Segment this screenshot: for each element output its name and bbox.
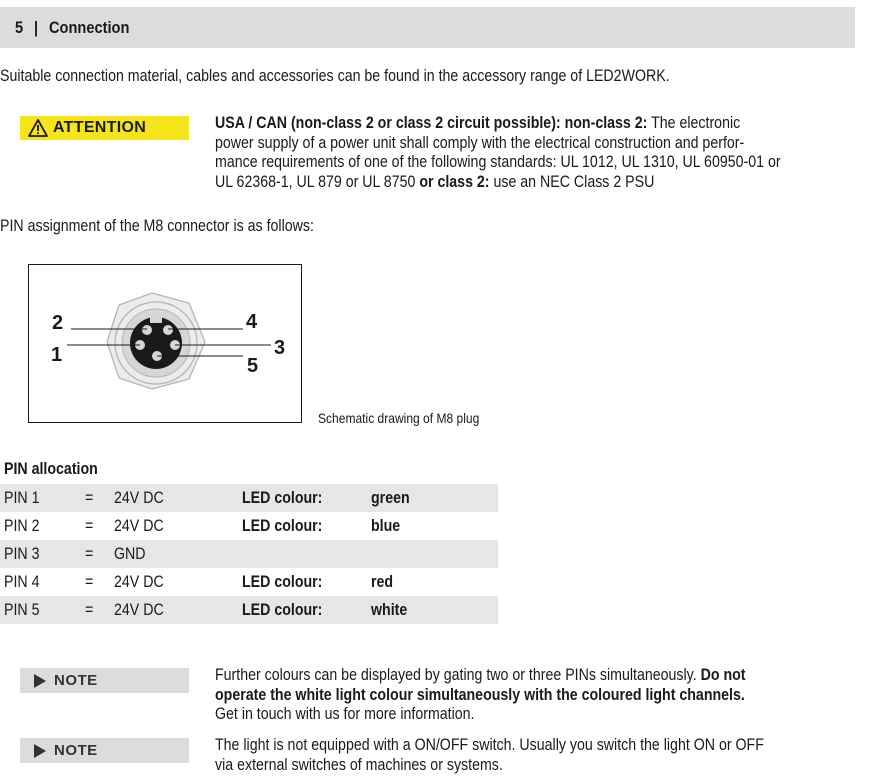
section-header xyxy=(0,7,855,48)
diagram-caption-text: Schematic drawing of M8 plug xyxy=(318,410,480,426)
equals-cell: = xyxy=(85,517,94,535)
play-arrow-icon xyxy=(34,674,46,688)
attention-line-4 xyxy=(215,173,834,193)
note-1-line-1 xyxy=(215,666,834,686)
pin-4-contact xyxy=(163,325,173,335)
equals-cell: = xyxy=(85,489,94,507)
play-arrow-icon xyxy=(34,744,46,758)
attention-badge xyxy=(20,116,189,140)
m8-plug-drawing xyxy=(29,265,303,424)
warning-icon xyxy=(28,118,48,138)
section-separator: | xyxy=(34,18,39,37)
attention-text xyxy=(215,114,896,192)
note-label: NOTE xyxy=(54,742,98,759)
table-row xyxy=(0,484,498,512)
colour-cell: blue xyxy=(371,517,401,535)
pin-1-label: 1 xyxy=(51,344,63,366)
led-label-cell: LED colour: xyxy=(242,517,323,535)
pin-cell: PIN 2 xyxy=(4,517,40,535)
pin-allocation-heading-text: PIN allocation xyxy=(4,460,98,478)
attention-line-4-bold: or class 2: xyxy=(419,172,490,191)
key-notch xyxy=(150,317,162,323)
note-1-line-1-bold: Do not xyxy=(700,666,746,684)
section-number: 5 xyxy=(15,18,24,37)
value-cell: 24V DC xyxy=(114,601,164,619)
pin-allocation-table xyxy=(0,484,498,624)
table-row xyxy=(0,596,498,624)
table-row xyxy=(0,512,498,540)
colour-cell: white xyxy=(371,601,408,619)
pin-intro-text: PIN assignment of the M8 connector is as follows: xyxy=(0,217,314,235)
equals-cell: = xyxy=(85,545,94,563)
table-row xyxy=(0,540,498,568)
pin-allocation-heading xyxy=(4,460,113,479)
attention-line-3: mance requirements of one of the following standards: UL 1012, UL 1310, UL 60950-01 or xyxy=(215,153,781,171)
attention-line-1-rest: The electronic xyxy=(647,114,741,132)
pin-4-label: 4 xyxy=(246,311,258,333)
colour-cell: green xyxy=(371,489,410,507)
value-cell: 24V DC xyxy=(114,489,164,507)
section-title: Connection xyxy=(49,18,130,37)
led-label-cell: LED colour: xyxy=(242,489,323,507)
note-label: NOTE xyxy=(54,672,98,689)
pin-cell: PIN 1 xyxy=(4,489,40,507)
equals-cell: = xyxy=(85,573,94,591)
pin-cell: PIN 4 xyxy=(4,573,40,591)
pin-cell: PIN 5 xyxy=(4,601,40,619)
pin-3-label: 3 xyxy=(274,337,286,359)
value-cell: 24V DC xyxy=(114,517,164,535)
equals-cell: = xyxy=(85,601,94,619)
led-label-cell: LED colour: xyxy=(242,573,323,591)
m8-plug-diagram xyxy=(28,264,302,423)
pin-5-label: 5 xyxy=(247,355,259,377)
note-1-line-1-start: Further colours can be displayed by gating two or three PINs simultaneously. xyxy=(215,666,701,684)
pin-cell: PIN 3 xyxy=(4,545,40,563)
attention-line-4-rest: use an NEC Class 2 PSU xyxy=(489,172,655,191)
note-2-line-2: via external switches of machines or systems. xyxy=(215,755,503,774)
value-cell: GND xyxy=(114,545,146,563)
note-badge xyxy=(20,738,189,763)
value-cell: 24V DC xyxy=(114,573,164,591)
pin-2-label: 2 xyxy=(52,312,64,334)
note-1-line-3: Get in touch with us for more information. xyxy=(215,705,475,723)
note-2-line-1: The light is not equipped with a ON/OFF switch. Usually you switch the light ON or OFF xyxy=(215,736,764,754)
note-badge xyxy=(20,668,189,693)
note-text xyxy=(215,666,896,725)
pin-intro xyxy=(0,217,365,236)
table-row xyxy=(0,568,498,596)
note-text xyxy=(215,736,896,775)
note-1-line-2 xyxy=(215,686,834,706)
attention-line-1 xyxy=(215,114,834,134)
attention-line-4-start: UL 62368-1, UL 879 or UL 8750 xyxy=(215,172,420,191)
intro-paragraph xyxy=(0,67,779,86)
attention-line-1-bold: USA / CAN (non-class 2 or class 2 circuit possible): non-class 2: xyxy=(215,114,648,132)
pin-2-contact xyxy=(142,325,152,335)
attention-label: ATTENTION xyxy=(53,119,147,136)
note-1-line-2-bold: operate the white light colour simultaneously with the coloured light channels. xyxy=(215,685,745,704)
led-label-cell: LED colour: xyxy=(242,601,323,619)
colour-cell: red xyxy=(371,573,394,591)
diagram-caption xyxy=(318,410,506,426)
attention-line-2: power supply of a power unit shall comply with the electrical construction and perfor- xyxy=(215,133,745,152)
intro-text: Suitable connection material, cables and accessories can be found in the accessory range of LED2WORK. xyxy=(0,67,670,85)
